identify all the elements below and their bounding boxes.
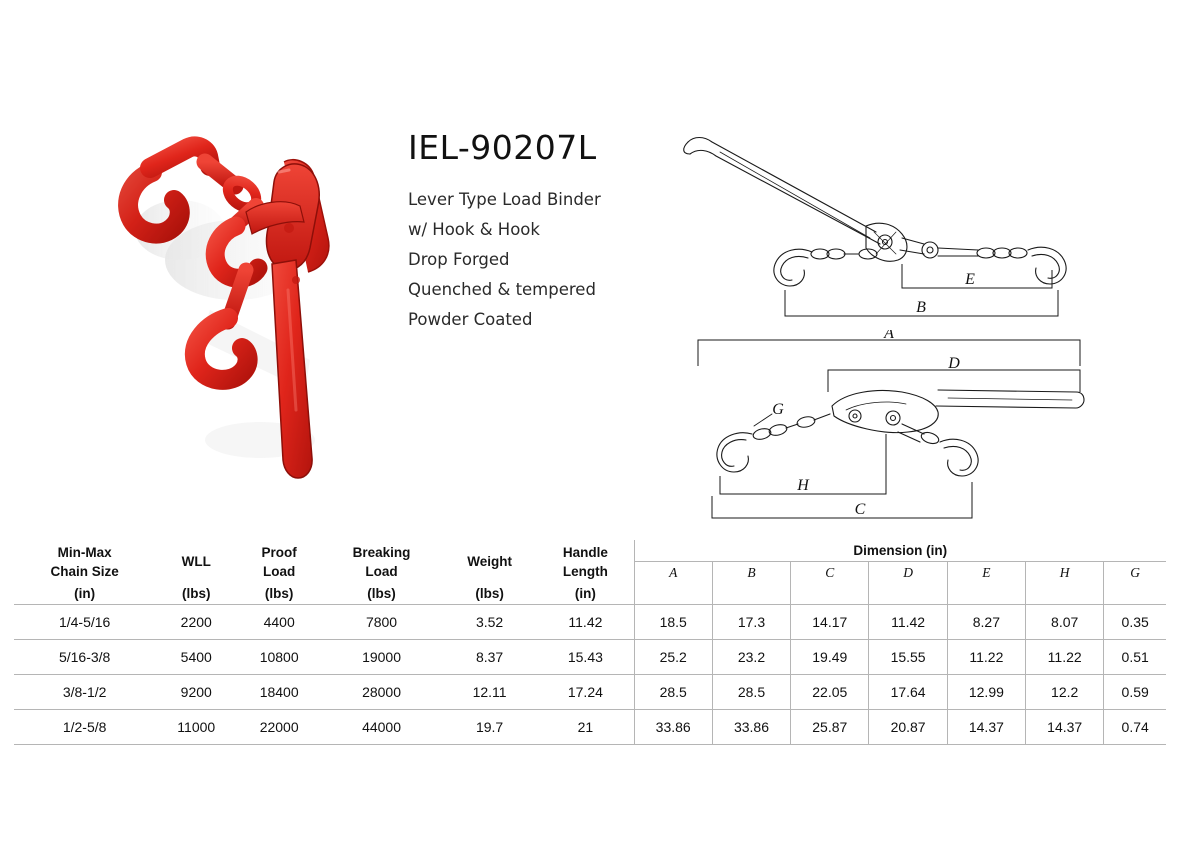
header-dim-B: B bbox=[712, 562, 790, 584]
dim-line-A bbox=[698, 340, 1080, 366]
header-handle-length-l2: Length bbox=[562, 563, 608, 579]
dim-label-D: D bbox=[948, 355, 960, 372]
cell-proof-load: 18400 bbox=[237, 675, 321, 710]
table-row bbox=[14, 675, 1166, 710]
cell-dim-A: 18.5 bbox=[634, 605, 712, 640]
cell-dim-B: 33.86 bbox=[712, 710, 790, 745]
table-body bbox=[14, 605, 1166, 745]
cell-dim-A: 33.86 bbox=[634, 710, 712, 745]
units-chain-size: (in) bbox=[74, 586, 96, 601]
cell-chain-size: 1/4-5/16 bbox=[14, 605, 155, 640]
cell-dim-C: 14.17 bbox=[791, 605, 869, 640]
header-proof-load-l1: Proof bbox=[261, 544, 297, 560]
cell-dim-G: 0.51 bbox=[1104, 640, 1166, 675]
header-row-units bbox=[14, 583, 1166, 605]
cell-breaking-load: 28000 bbox=[321, 675, 442, 710]
cell-dim-D: 20.87 bbox=[869, 710, 947, 745]
header-handle-length bbox=[537, 540, 634, 583]
cell-dim-C: 22.05 bbox=[791, 675, 869, 710]
header-dim-H: H bbox=[1026, 562, 1104, 584]
cell-weight: 19.7 bbox=[442, 710, 537, 745]
header-chain-size bbox=[14, 540, 155, 583]
cell-breaking-load: 19000 bbox=[321, 640, 442, 675]
cell-dim-E: 12.99 bbox=[947, 675, 1025, 710]
header-dim-E: E bbox=[947, 562, 1025, 584]
cell-dim-G: 0.35 bbox=[1104, 605, 1166, 640]
cell-dim-H: 11.22 bbox=[1026, 640, 1104, 675]
cell-handle-length: 17.24 bbox=[537, 675, 634, 710]
units-handle-length: (in) bbox=[537, 583, 634, 605]
header-proof-load-l2: Load bbox=[263, 563, 296, 579]
cell-dim-D: 11.42 bbox=[869, 605, 947, 640]
units-breaking-load: (lbs) bbox=[367, 586, 396, 601]
title-block bbox=[408, 128, 658, 335]
cell-dim-B: 23.2 bbox=[712, 640, 790, 675]
header-chain-size-l1: Min-Max bbox=[57, 544, 112, 560]
cell-weight: 8.37 bbox=[442, 640, 537, 675]
header-wll: WLL bbox=[181, 554, 211, 569]
cell-handle-length: 15.43 bbox=[537, 640, 634, 675]
units-dim-B bbox=[712, 583, 790, 605]
spec-line-3: Drop Forged bbox=[408, 250, 510, 269]
cell-proof-load: 4400 bbox=[237, 605, 321, 640]
units-dim-E bbox=[947, 583, 1025, 605]
cell-proof-load: 22000 bbox=[237, 710, 321, 745]
header-breaking-load-l1: Breaking bbox=[352, 544, 411, 560]
dim-line-C bbox=[712, 482, 972, 518]
cell-wll: 5400 bbox=[155, 640, 237, 675]
dim-line-D bbox=[828, 370, 1080, 392]
page-title: IEL-90207L bbox=[408, 128, 597, 167]
header-dim-C: C bbox=[791, 562, 869, 584]
dim-label-A: A bbox=[884, 330, 894, 342]
cell-dim-G: 0.74 bbox=[1104, 710, 1166, 745]
cell-dim-A: 28.5 bbox=[634, 675, 712, 710]
units-dim-C bbox=[791, 583, 869, 605]
cell-dim-H: 8.07 bbox=[1026, 605, 1104, 640]
units-dim-D bbox=[869, 583, 947, 605]
spec-line-2: w/ Hook & Hook bbox=[408, 220, 540, 239]
header-weight: Weight bbox=[467, 554, 512, 569]
header-dimension-group: Dimension (in) bbox=[634, 540, 1166, 562]
specification-table bbox=[14, 540, 1166, 745]
cell-chain-size: 3/8-1/2 bbox=[14, 675, 155, 710]
header-handle-length-l1: Handle bbox=[562, 544, 608, 560]
open-binder-drawing bbox=[680, 330, 1150, 530]
table-head bbox=[14, 540, 1166, 605]
table-row bbox=[14, 605, 1166, 640]
units-dim-G bbox=[1104, 583, 1166, 605]
cell-dim-G: 0.59 bbox=[1104, 675, 1166, 710]
cell-dim-B: 28.5 bbox=[712, 675, 790, 710]
cell-dim-A: 25.2 bbox=[634, 640, 712, 675]
header-breaking-load bbox=[321, 540, 442, 583]
header-dim-G: G bbox=[1104, 562, 1166, 584]
cell-wll: 11000 bbox=[155, 710, 237, 745]
header-proof-load bbox=[237, 540, 321, 583]
dim-label-C: C bbox=[854, 501, 866, 518]
header-dim-D: D bbox=[869, 562, 947, 584]
cell-proof-load: 10800 bbox=[237, 640, 321, 675]
units-dim-H bbox=[1026, 583, 1104, 605]
units-weight: (lbs) bbox=[475, 586, 504, 601]
cell-breaking-load: 7800 bbox=[321, 605, 442, 640]
header-breaking-load-l2: Load bbox=[365, 563, 398, 579]
header-chain-size-l2: Chain Size bbox=[50, 563, 119, 579]
units-wll: (lbs) bbox=[181, 586, 211, 601]
cell-dim-D: 15.55 bbox=[869, 640, 947, 675]
dim-label-E: E bbox=[965, 271, 975, 288]
header-dim-A: A bbox=[669, 565, 678, 580]
spec-line-4: Quenched & tempered bbox=[408, 280, 596, 299]
spec-line-5: Powder Coated bbox=[408, 310, 533, 329]
dim-label-G: G bbox=[772, 401, 784, 418]
cell-chain-size: 5/16-3/8 bbox=[14, 640, 155, 675]
cell-handle-length: 21 bbox=[537, 710, 634, 745]
table-row bbox=[14, 640, 1166, 675]
cell-handle-length: 11.42 bbox=[537, 605, 634, 640]
units-proof-load: (lbs) bbox=[264, 586, 294, 601]
cell-wll: 2200 bbox=[155, 605, 237, 640]
dim-label-B: B bbox=[916, 299, 926, 316]
table-row bbox=[14, 710, 1166, 745]
cell-weight: 3.52 bbox=[442, 605, 537, 640]
cell-weight: 12.11 bbox=[442, 675, 537, 710]
cell-chain-size: 1/2-5/8 bbox=[14, 710, 155, 745]
cell-dim-C: 19.49 bbox=[791, 640, 869, 675]
cell-dim-H: 14.37 bbox=[1026, 710, 1104, 745]
cell-dim-B: 17.3 bbox=[712, 605, 790, 640]
cell-dim-E: 8.27 bbox=[947, 605, 1025, 640]
cell-breaking-load: 44000 bbox=[321, 710, 442, 745]
dim-label-H: H bbox=[797, 477, 809, 494]
cell-dim-D: 17.64 bbox=[869, 675, 947, 710]
closed-binder-drawing bbox=[680, 120, 1150, 335]
dim-line-E bbox=[902, 264, 1052, 288]
header-row-main bbox=[14, 540, 1166, 562]
cell-dim-H: 12.2 bbox=[1026, 675, 1104, 710]
cell-dim-E: 11.22 bbox=[947, 640, 1025, 675]
spec-line-1: Lever Type Load Binder bbox=[408, 190, 601, 209]
product-photo bbox=[60, 110, 380, 490]
cell-dim-C: 25.87 bbox=[791, 710, 869, 745]
cell-dim-E: 14.37 bbox=[947, 710, 1025, 745]
cell-wll: 9200 bbox=[155, 675, 237, 710]
units-dim-A bbox=[634, 583, 712, 605]
